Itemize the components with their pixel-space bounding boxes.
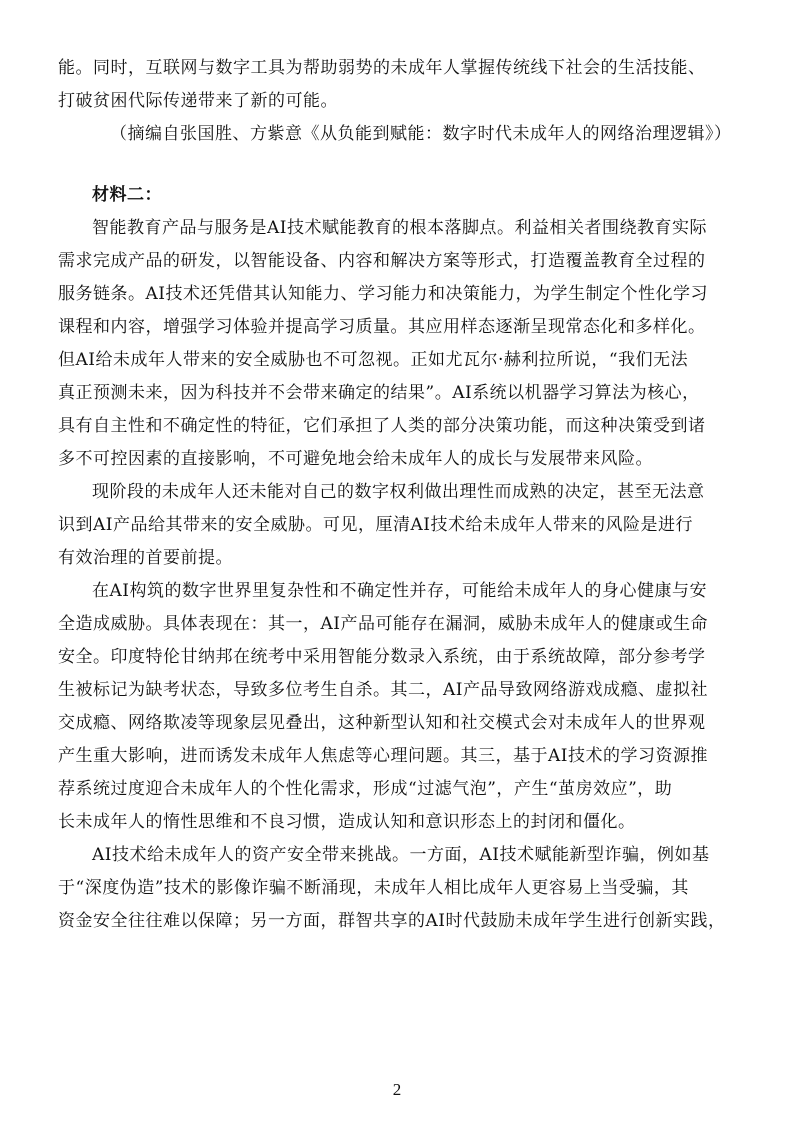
paragraph-line: 真正预测未来，因为科技并不会带来确定的结果”。AI系统以机器学习算法为核心， [58,383,700,403]
paragraph-line: 资金安全往往难以保障；另一方面，群智共享的AI时代鼓励未成年学生进行创新实践， [58,911,726,931]
document-body [58,52,742,938]
paragraph-line: 长未成年人的惰性思维和不良习惯，造成认知和意识形态上的封闭和僵化。 [58,812,636,832]
paragraph-line: 智能教育产品与服务是AI技术赋能教育的根本落脚点。利益相关者围绕教育实际 [92,218,707,238]
page-number: 2 [392,1080,402,1099]
paragraph-line: AI技术给未成年人的资产安全带来挑战。一方面，AI技术赋能新型诈骗，例如基 [92,845,710,865]
paragraph-line: 安全。印度特伦甘纳邦在统考中采用智能分数录入系统，由于系统故障，部分参考学 [58,647,706,667]
paragraph [58,575,742,839]
paragraph-line: 荐系统过度迎合未成年人的个性化需求，形成“过滤气泡”，产生“茧房效应”，助 [58,779,673,799]
paragraph-line: 生被标记为缺考状态，导致多位考生自杀。其二，AI产品导致网络游戏成瘾、虚拟社 [58,680,708,700]
paragraph-line: 课程和内容，增强学习体验并提高学习质量。其应用样态逐渐呈现常态化和多样化。 [58,317,706,337]
section-heading: 材料二： [92,185,162,205]
paragraph-line: 在AI构筑的数字世界里复杂性和不确定性并存，可能给未成年人的身心健康与安 [92,581,707,601]
paragraph-line: 全造成威胁。具体表现在：其一，AI产品可能存在漏洞，威胁未成年人的健康或生命 [58,614,708,634]
source-citation: （摘编自张国胜、方紫意《从负能到赋能：数字时代未成年人的网络治理逻辑》） [110,124,732,144]
paragraph [58,212,742,476]
paragraph-line: 于“深度伪造”技术的影像诈骗不断涌现，未成年人相比成年人更容易上当受骗，其 [58,878,689,898]
paragraph [58,476,742,575]
paragraph-line: 但AI给未成年人带来的安全威胁也不可忽视。正如尤瓦尔·赫利拉所说，“我们无法 [58,350,689,370]
paragraph-line: 产生重大影响，进而诱发未成年人焦虑等心理问题。其三，基于AI技术的学习资源推 [58,746,708,766]
paragraph-line: 识到AI产品给其带来的安全威胁。可见，厘清AI技术给未成年人带来的风险是进行 [58,515,693,535]
paragraph-line: 服务链条。AI技术还凭借其认知能力、学习能力和决策能力，为学生制定个性化学习 [58,284,708,304]
paragraph-line: 需求完成产品的研发，以智能设备、内容和解决方案等形式，打造覆盖教育全过程的 [58,251,706,271]
intro-line: 打破贫困代际传递带来了新的可能。 [58,91,338,111]
paragraph-line: 现阶段的未成年人还未能对自己的数字权利做出理性而成熟的决定，甚至无法意 [92,482,705,502]
paragraph-line: 多不可控因素的直接影响，不可避免地会给未成年人的成长与发展带来风险。 [58,449,653,469]
paragraph [58,839,742,938]
paragraph-line: 交成瘾、网络欺凌等现象层见叠出，这种新型认知和社交模式会对未成年人的世界观 [58,713,706,733]
intro-line: 能。同时，互联网与数字工具为帮助弱势的未成年人掌握传统线下社会的生活技能、 [58,58,706,78]
paragraph-line: 具有自主性和不确定性的特征，它们承担了人类的部分决策功能，而这种决策受到诸 [58,416,706,436]
paragraph-line: 有效治理的首要前提。 [58,548,233,568]
